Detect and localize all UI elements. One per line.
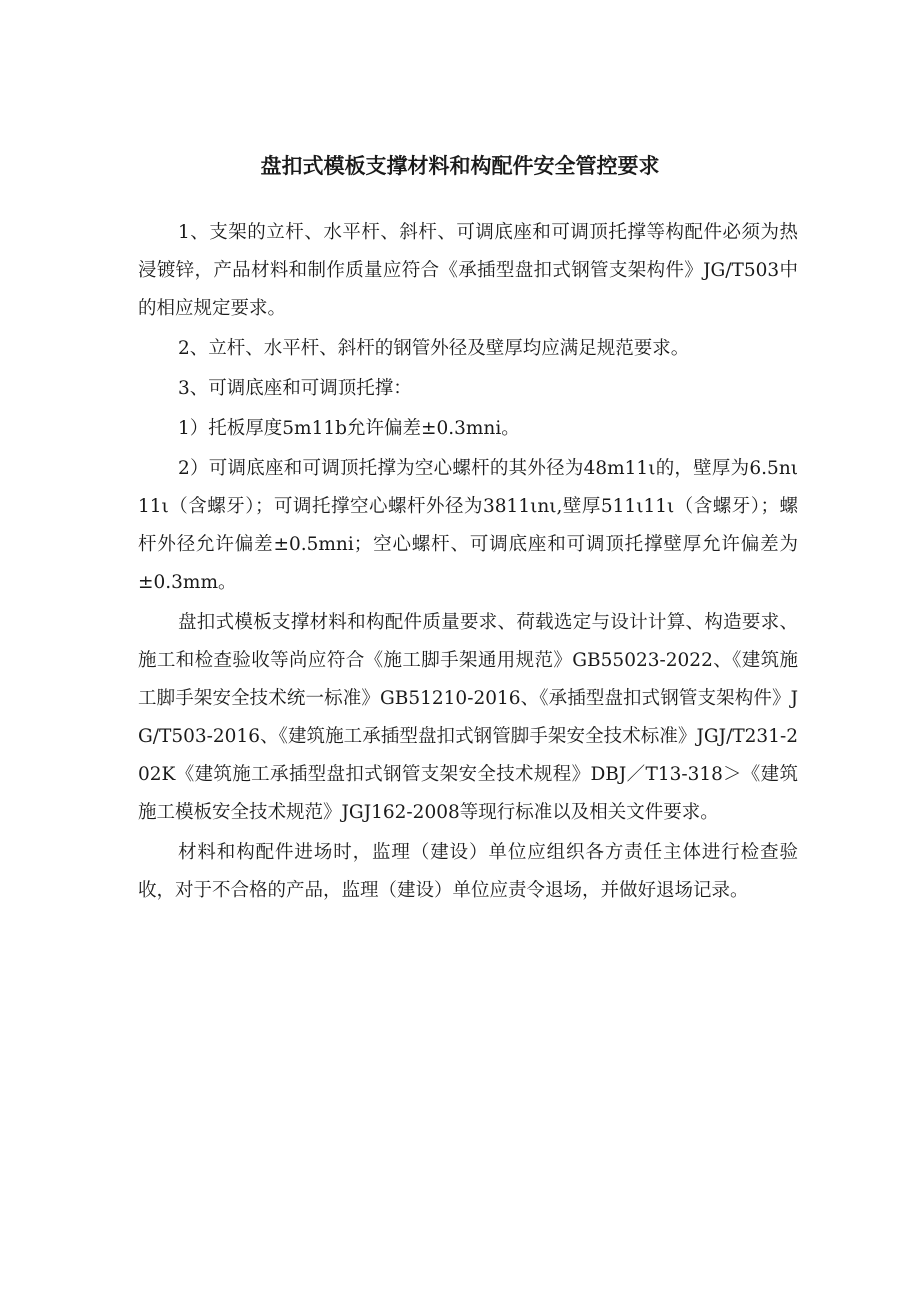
- paragraph-screw-dimensions: 2）可调底座和可调顶托撑为空心螺杆的其外径为48m11ι的，壁厚为6.5nι11ι（含螺牙）；可调托撑空心螺杆外径为3811ιnι,壁厚511ι11ι（含螺牙）；螺杆外径允许偏差±0.5mni；空心螺杆、可调底座和可调顶托撑壁厚允许偏差为±0.3mm。: [138, 458, 798, 593]
- paragraph-adjustable-base-heading: 3、可调底座和可调顶托撑：: [178, 378, 412, 399]
- paragraph-inspection: 材料和构配件进场时，监理（建设）单位应组织各方责任主体进行检查验收，对于不合格的产品，监理（建设）单位应责令退场，并做好退场记录。: [138, 842, 798, 901]
- document-title: 盘扣式模板支撑材料和构配件安全管控要求: [260, 154, 660, 178]
- paragraph-standards: 盘扣式模板支撑材料和构配件质量要求、荷载选定与设计计算、构造要求、施工和检查验收等尚应符合《施工脚手架通用规范》GB55023-2022、《建筑施工脚手架安全技术统一标准》GB51210-2016、《承插型盘扣式钢管支架构件》JG/T503-2016、《建筑施工承插型盘扣式钢管脚手架安全技术标准》JGJ/T231-202K《建筑施工承插型盘扣式钢管支架安全技术规程》DBJ／T13-318＞《建筑施工模板安全技术规范》JGJ162-2008等现行标准以及相关文件要求。: [138, 612, 798, 823]
- document-body: [138, 214, 798, 910]
- paragraph-plate-thickness: 1）托板厚度5m11b允许偏差±0.3mni。: [178, 418, 520, 439]
- paragraph-material-requirements: 1、支架的立杆、水平杆、斜杆、可调底座和可调顶托撑等构配件必须为热浸镀锌，产品材料和制作质量应符合《承插型盘扣式钢管支架构件》JG/T503中的相应规定要求。: [138, 222, 798, 319]
- paragraph-pipe-diameter: 2、立杆、水平杆、斜杆的钢管外径及壁厚均应满足规范要求。: [178, 338, 690, 359]
